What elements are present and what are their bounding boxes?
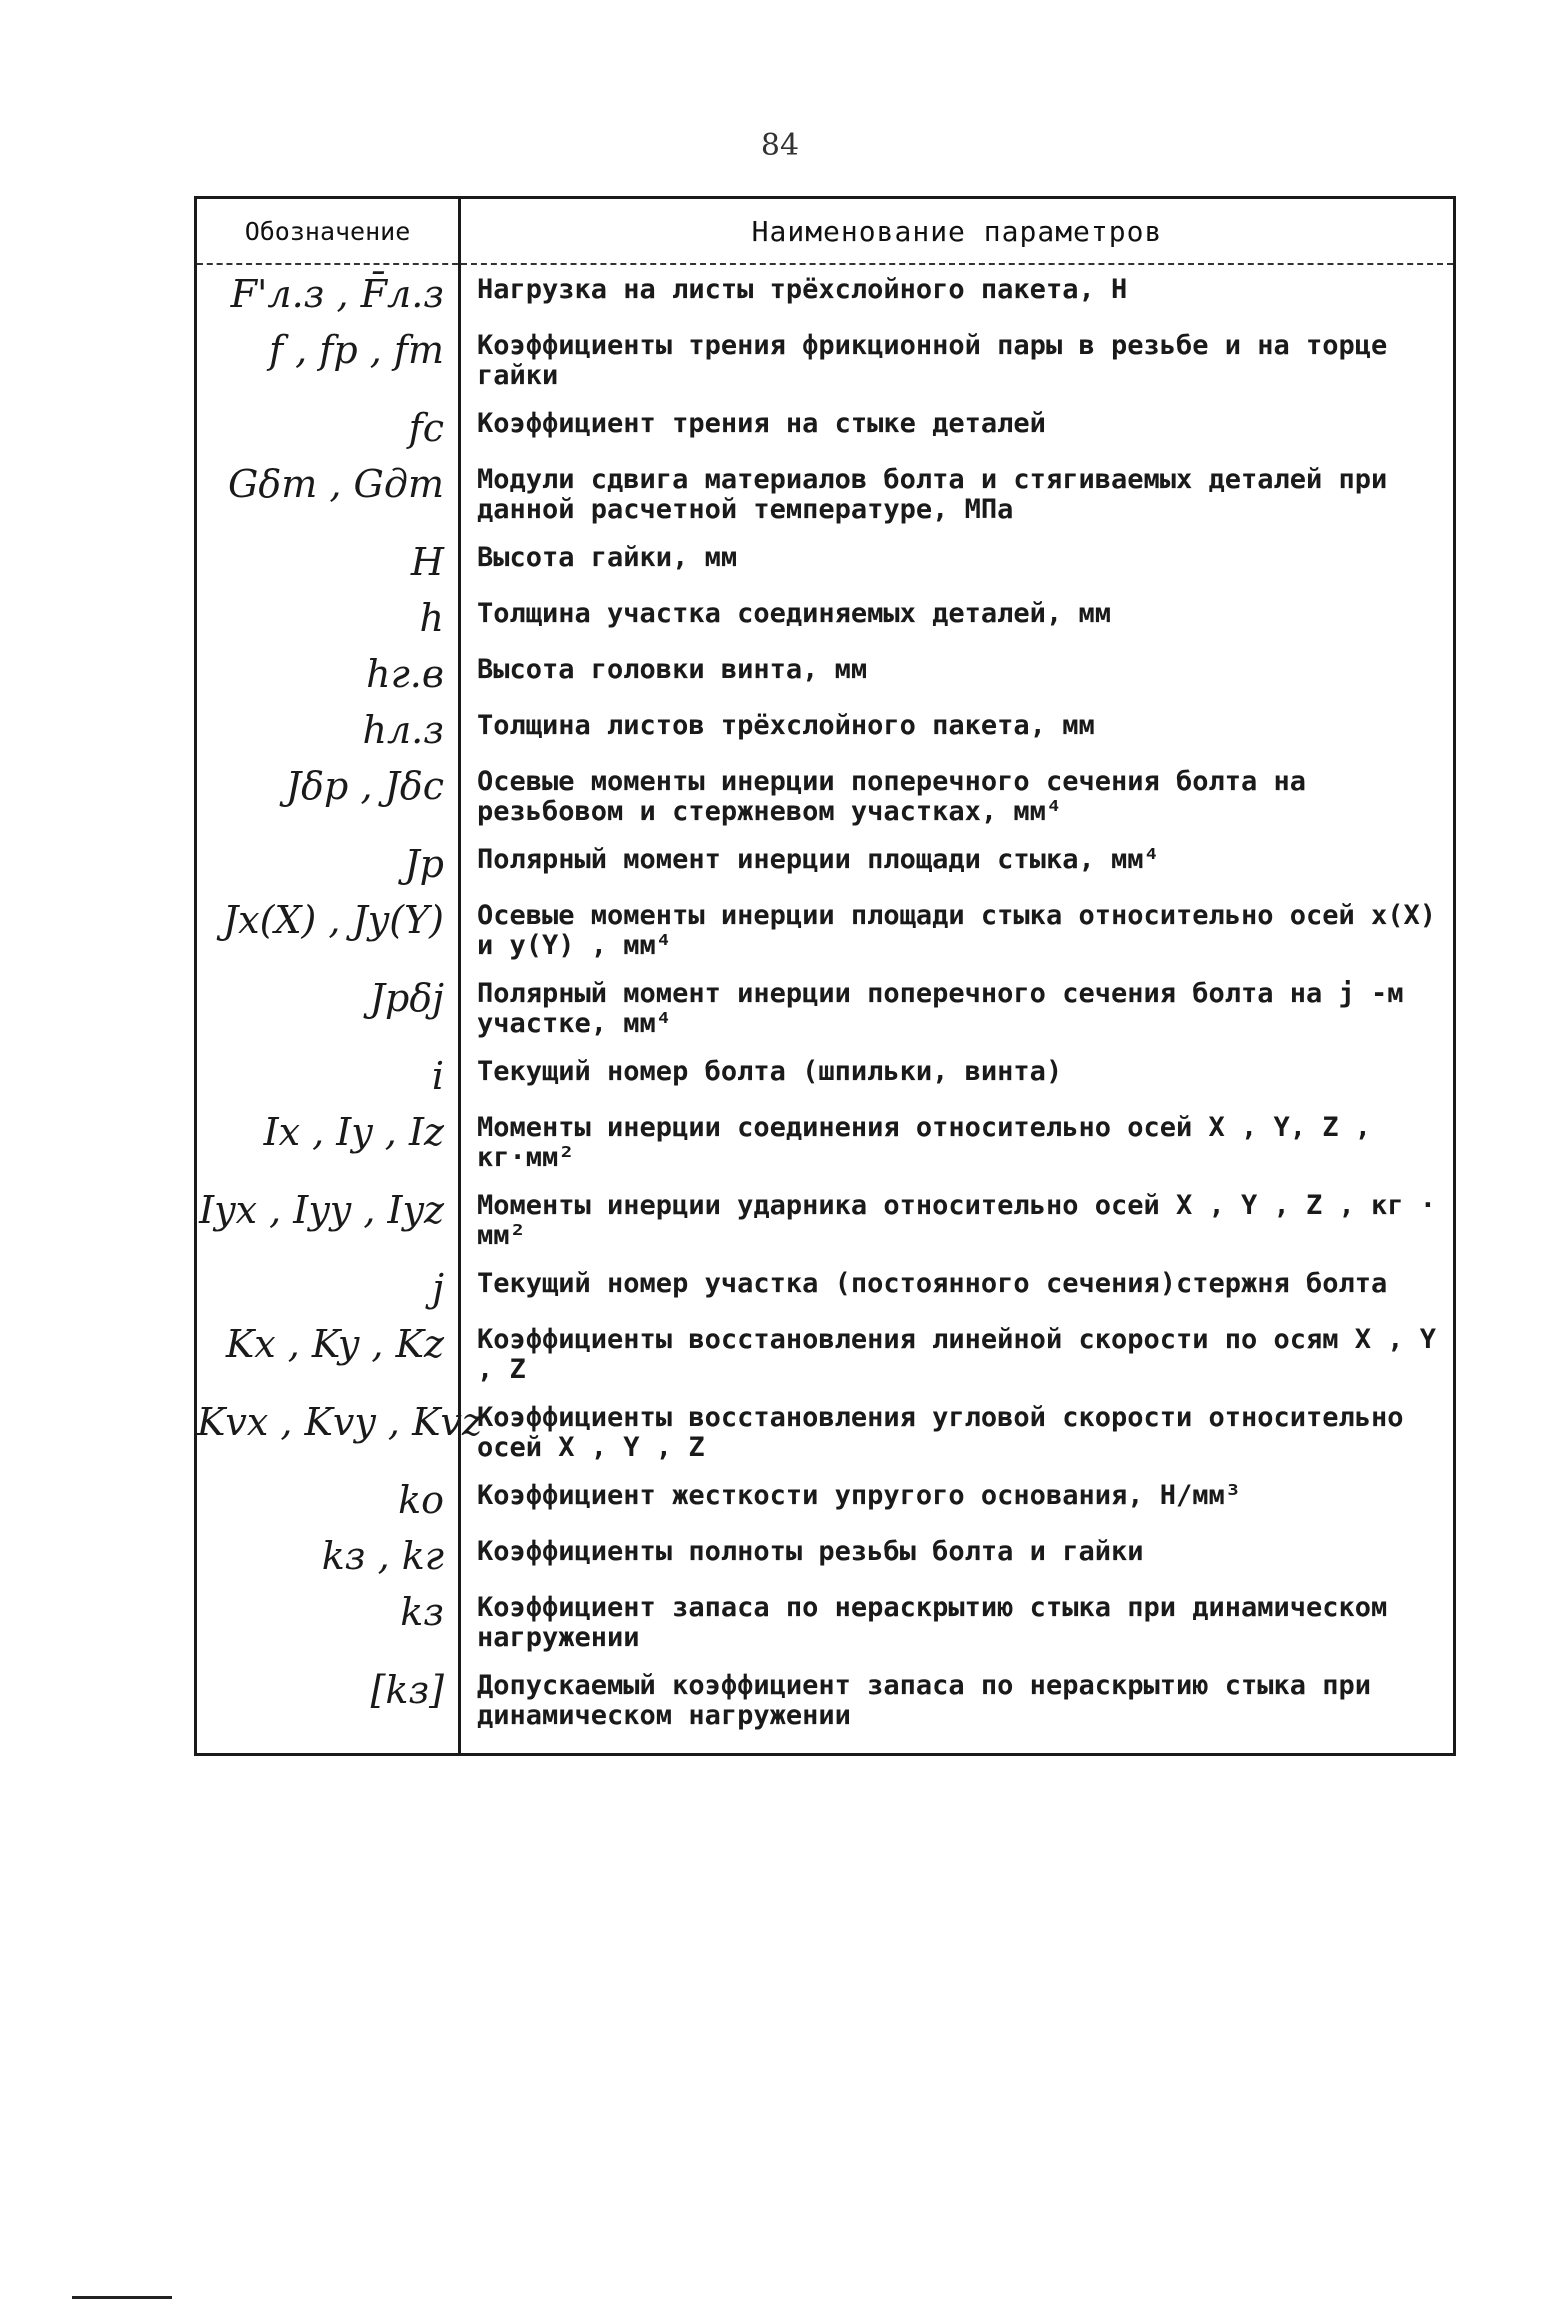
table-row xyxy=(196,321,1455,399)
symbol-cell: Kvx , Kvy , Kvz xyxy=(196,1393,460,1471)
table-row xyxy=(196,1393,1455,1471)
symbol-cell: h xyxy=(196,589,460,645)
table-row xyxy=(196,1527,1455,1583)
symbol-cell: fс xyxy=(196,399,460,455)
symbol-cell: Gδт , Gдт xyxy=(196,455,460,533)
symbol-cell: kо xyxy=(196,1471,460,1527)
table-row xyxy=(196,1103,1455,1181)
table-row xyxy=(196,1047,1455,1103)
symbol-cell: F'л.з , F̄л.з xyxy=(196,264,460,321)
symbol-cell: Iyx , Iyy , Iyz xyxy=(196,1181,460,1259)
name-cell: Коэффициент жесткости упругого основания, Н/мм³ xyxy=(460,1471,1455,1527)
table-row xyxy=(196,1583,1455,1661)
table-row xyxy=(196,1315,1455,1393)
name-cell: Текущий номер участка (постоянного сечения)стержня болта xyxy=(460,1259,1455,1315)
symbol-cell: Jδр , Jδс xyxy=(196,757,460,835)
symbol-cell: Kx , Ky , Kz xyxy=(196,1315,460,1393)
name-cell: Толщина участка соединяемых деталей, мм xyxy=(460,589,1455,645)
name-cell: Осевые моменты инерции площади стыка относительно осей x(X) и y(Y) , мм⁴ xyxy=(460,891,1455,969)
header-name: Наименование параметров xyxy=(460,198,1455,265)
name-cell: Коэффициент трения на стыке деталей xyxy=(460,399,1455,455)
symbol-cell: [kз] xyxy=(196,1661,460,1755)
name-cell: Допускаемый коэффициент запаса по нераскрытию стыка при динамическом нагружении xyxy=(460,1661,1455,1755)
table-row xyxy=(196,533,1455,589)
table-row xyxy=(196,701,1455,757)
symbol-cell: Jx(X) , Jy(Y) xyxy=(196,891,460,969)
symbol-cell: kз xyxy=(196,1583,460,1661)
name-cell: Коэффициент запаса по нераскрытию стыка при динамическом нагружении xyxy=(460,1583,1455,1661)
table-row xyxy=(196,645,1455,701)
name-cell: Моменты инерции соединения относительно осей X , Y, Z , кг·мм² xyxy=(460,1103,1455,1181)
name-cell: Высота гайки, мм xyxy=(460,533,1455,589)
name-cell: Коэффициенты полноты резьбы болта и гайки xyxy=(460,1527,1455,1583)
table-row xyxy=(196,589,1455,645)
table-row xyxy=(196,1259,1455,1315)
table-row xyxy=(196,1661,1455,1755)
symbol-cell: H xyxy=(196,533,460,589)
table-row xyxy=(196,1471,1455,1527)
symbol-cell: hг.в xyxy=(196,645,460,701)
name-cell: Текущий номер болта (шпильки, винта) xyxy=(460,1047,1455,1103)
name-cell: Толщина листов трёхслойного пакета, мм xyxy=(460,701,1455,757)
table-row xyxy=(196,455,1455,533)
symbol-cell: Jрδj xyxy=(196,969,460,1047)
symbol-cell: f , fр , fт xyxy=(196,321,460,399)
name-cell: Коэффициенты трения фрикционной пары в резьбе и на торце гайки xyxy=(460,321,1455,399)
name-cell: Нагрузка на листы трёхслойного пакета, Н xyxy=(460,264,1455,321)
table-row xyxy=(196,399,1455,455)
name-cell: Полярный момент инерции площади стыка, мм⁴ xyxy=(460,835,1455,891)
table-row xyxy=(196,969,1455,1047)
header-symbol: Обозначение xyxy=(196,198,460,265)
table-row xyxy=(196,757,1455,835)
table-row xyxy=(196,835,1455,891)
table-row xyxy=(196,891,1455,969)
name-cell: Коэффициенты восстановления угловой скорости относительно осей X , Y , Z xyxy=(460,1393,1455,1471)
name-cell: Высота головки винта, мм xyxy=(460,645,1455,701)
name-cell: Коэффициенты восстановления линейной скорости по осям X , Y , Z xyxy=(460,1315,1455,1393)
name-cell: Полярный момент инерции поперечного сечения болта на j -м участке, мм⁴ xyxy=(460,969,1455,1047)
table-row xyxy=(196,1181,1455,1259)
parameters-table xyxy=(194,196,1456,1756)
table-row xyxy=(196,264,1455,321)
name-cell: Моменты инерции ударника относительно осей X , Y , Z , кг · мм² xyxy=(460,1181,1455,1259)
name-cell: Модули сдвига материалов болта и стягиваемых деталей при данной расчетной температуре, МПа xyxy=(460,455,1455,533)
table-header-row xyxy=(196,198,1455,265)
name-cell: Осевые моменты инерции поперечного сечения болта на резьбовом и стержневом участках, мм⁴ xyxy=(460,757,1455,835)
symbol-cell: i xyxy=(196,1047,460,1103)
symbol-cell: Ix , Iy , Iz xyxy=(196,1103,460,1181)
symbol-cell: Jр xyxy=(196,835,460,891)
symbol-cell: hл.з xyxy=(196,701,460,757)
footnote-rule xyxy=(72,2296,172,2299)
page-number: 84 xyxy=(760,128,800,163)
symbol-cell: j xyxy=(196,1259,460,1315)
symbol-cell: kз , kг xyxy=(196,1527,460,1583)
